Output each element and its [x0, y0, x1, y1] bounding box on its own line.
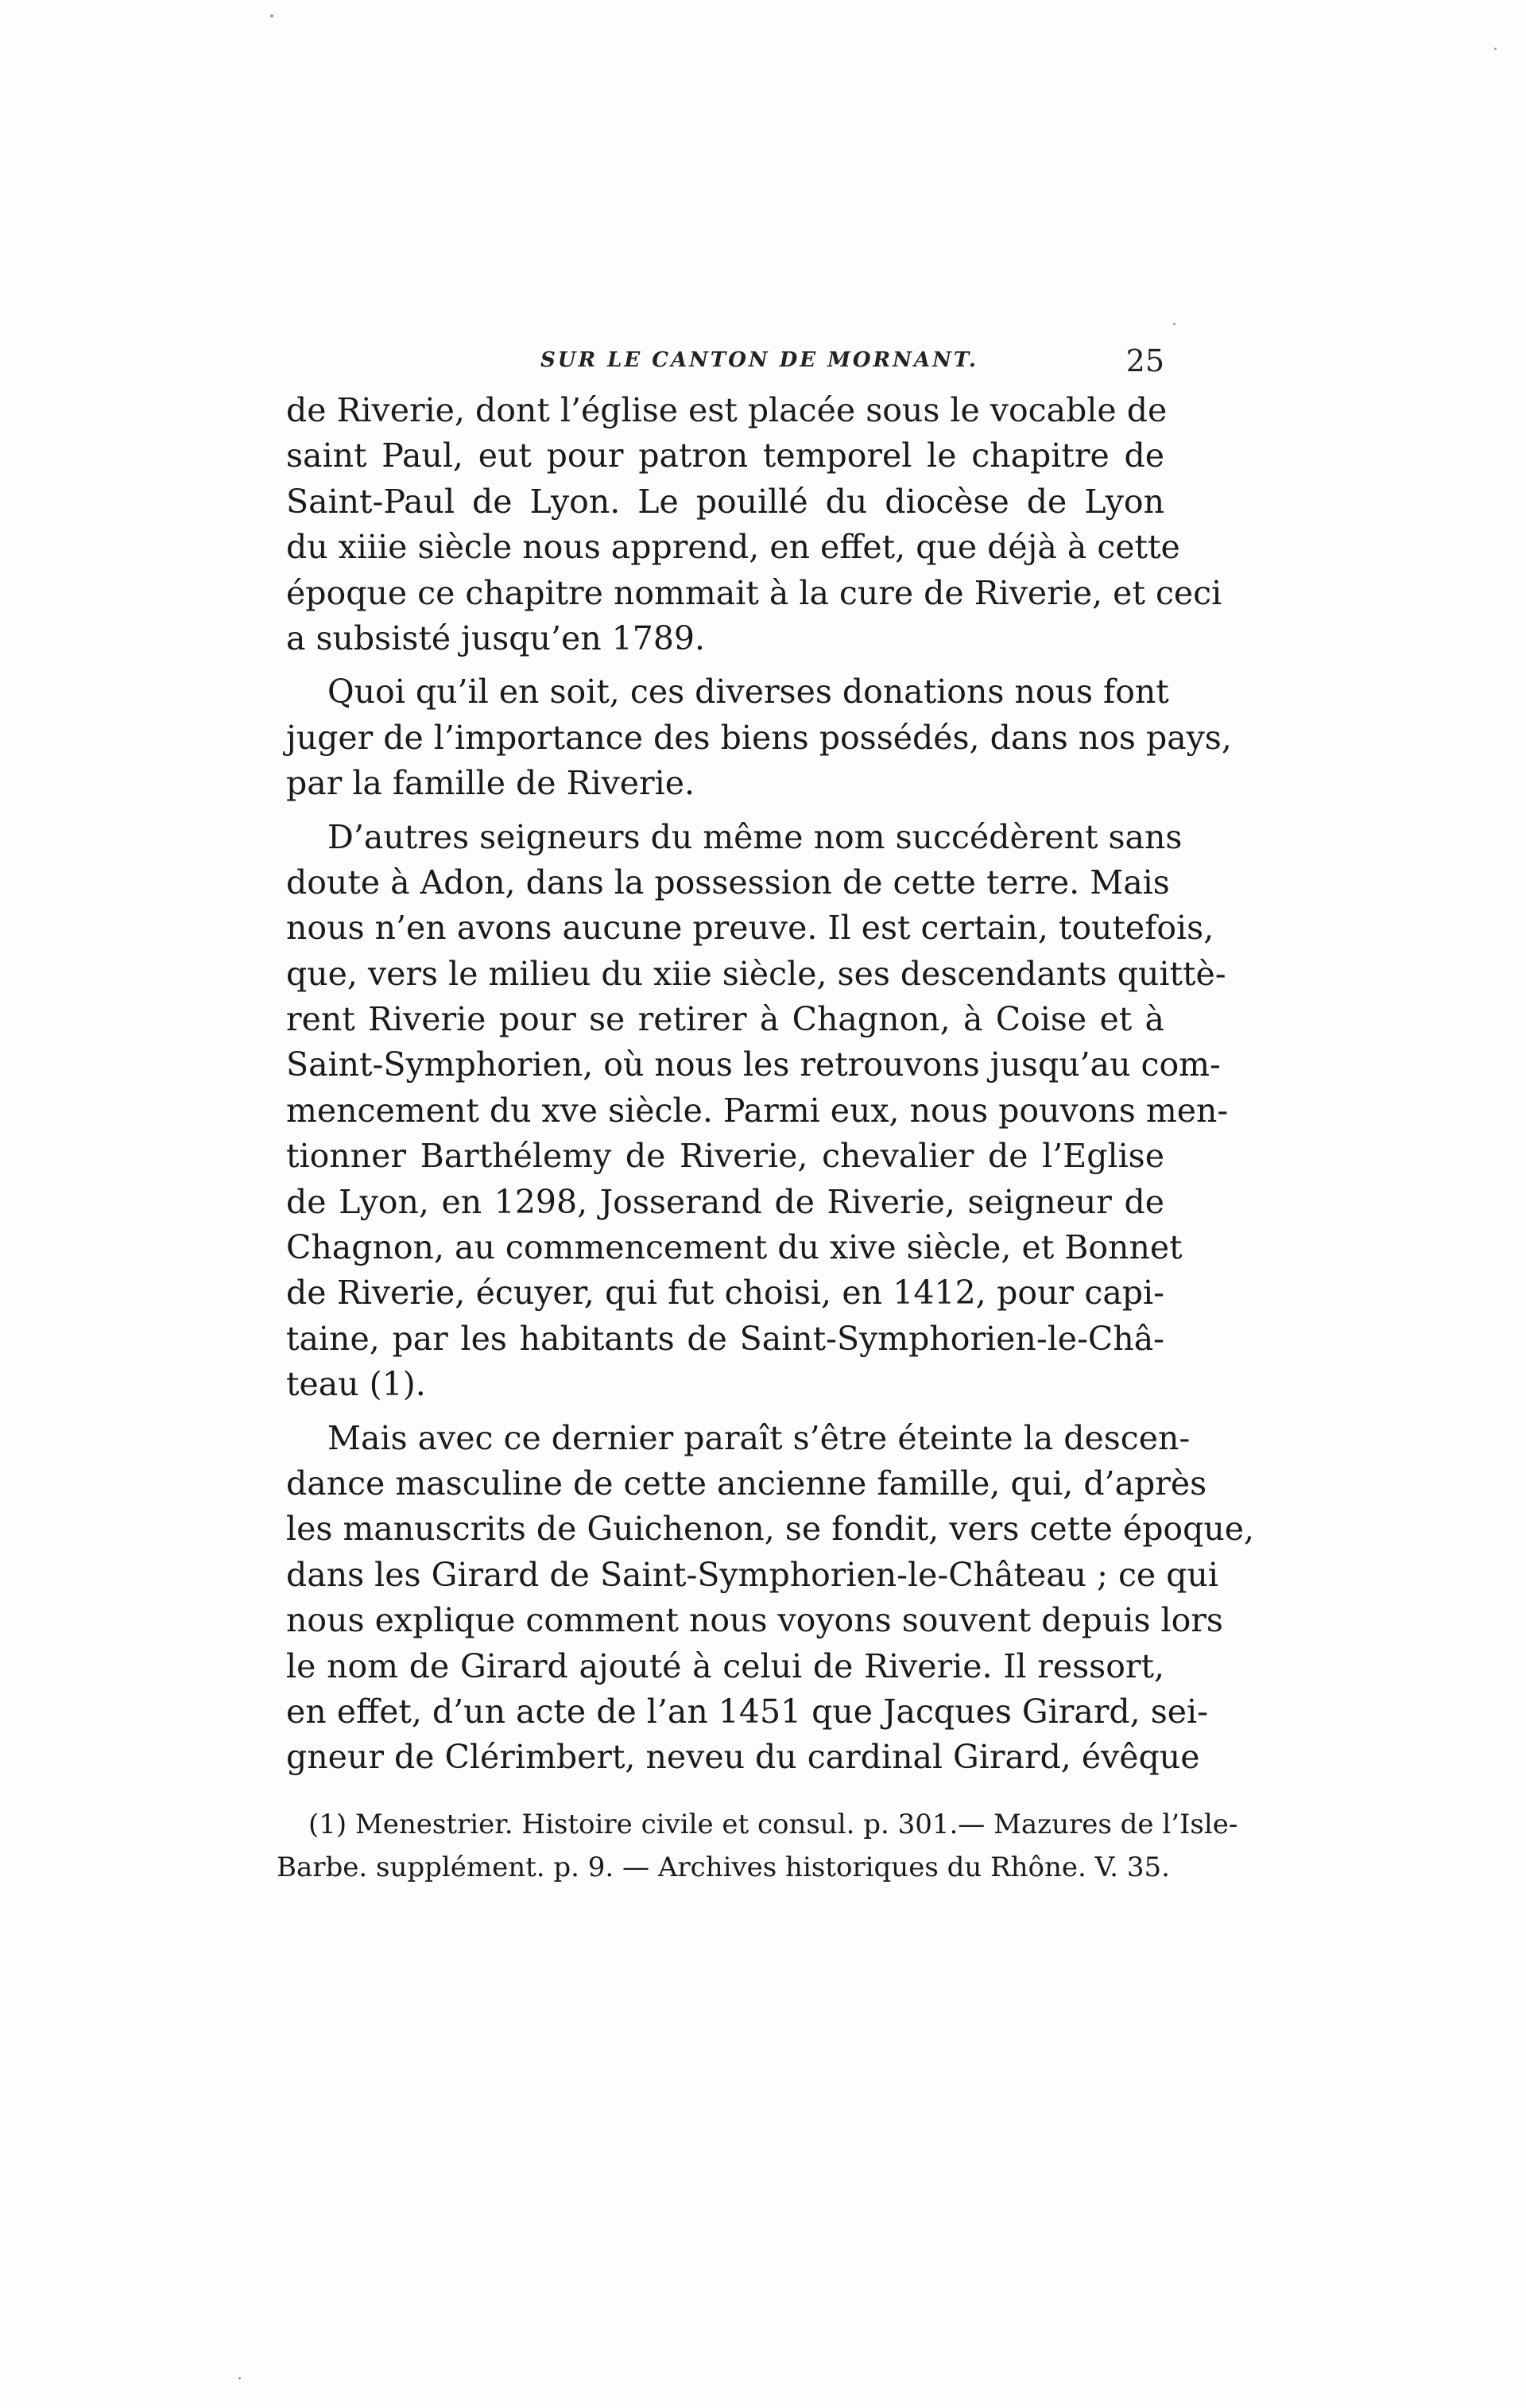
page-header	[540, 343, 1164, 383]
text-line: tionner Barthélemy de Riverie, chevalier de l’Eglise	[286, 1137, 1164, 1176]
paragraph-3	[286, 815, 1229, 1408]
text-line: gneur de Clérimbert, neveu du cardinal Girard, évêque	[286, 1738, 1200, 1777]
text-line: Chagnon, au commencement du xive siècle, et Bonnet	[286, 1228, 1183, 1267]
text-line: D’autres seigneurs du même nom succédèrent sans	[327, 817, 1183, 856]
text-line: que, vers le milieu du xiie siècle, ses descendants quittè-	[286, 954, 1226, 993]
text-line: les manuscrits de Guichenon, se fondit, vers cette époque,	[286, 1510, 1255, 1549]
paragraph-4	[286, 1416, 1255, 1781]
text-line: de Lyon, en 1298, Josserand de Riverie, seigneur de	[286, 1182, 1164, 1221]
text-line: saint Paul, eut pour patron temporel le chapitre de	[286, 436, 1164, 475]
text-line: Quoi qu’il en soit, ces diverses donations nous font	[327, 673, 1169, 712]
text-line: rent Riverie pour se retirer à Chagnon, à Coise et à	[286, 1000, 1164, 1039]
text-line: Mais avec ce dernier paraît s’être éteinte la descen-	[327, 1418, 1191, 1457]
scan-speck	[1494, 48, 1497, 50]
paragraph-1	[286, 388, 1222, 661]
footnote-line: (1) Menestrier. Histoire civile et consul. p. 301.— Mazures de l’Isle-	[308, 1809, 1238, 1840]
scan-speck	[1173, 323, 1175, 325]
body-text	[286, 388, 1255, 1781]
footnote-line: Barbe. supplément. p. 9. — Archives historiques du Rhône. V. 35.	[277, 1852, 1170, 1883]
text-line: du xiiie siècle nous apprend, en effet, que déjà à cette	[286, 528, 1180, 567]
page-number: 25	[1125, 343, 1164, 378]
text-line: dans les Girard de Saint-Symphorien-le-Château ; ce qui	[286, 1555, 1218, 1594]
text-line: par la famille de Riverie.	[286, 764, 695, 803]
text-line: dance masculine de cette ancienne famille, qui, d’après	[286, 1464, 1207, 1503]
text-line: en effet, d’un acte de l’an 1451 que Jacques Girard, sei-	[286, 1692, 1209, 1731]
text-line: doute à Adon, dans la possession de cette terre. Mais	[286, 863, 1170, 902]
text-line: Saint-Symphorien, où nous les retrouvons jusqu’au com-	[286, 1045, 1221, 1084]
text-line: Saint-Paul de Lyon. Le pouillé du diocèse de Lyon	[286, 482, 1164, 521]
text-line: taine, par les habitants de Saint-Symphorien-le-Châ-	[286, 1319, 1164, 1358]
running-head: SUR LE CANTON DE MORNANT.	[540, 348, 978, 372]
text-line: le nom de Girard ajouté à celui de Riverie. Il ressort,	[286, 1646, 1164, 1685]
text-line: mencement du xve siècle. Parmi eux, nous pouvons men-	[286, 1091, 1229, 1130]
text-line: nous n’en avons aucune preuve. Il est certain, toutefois,	[286, 909, 1214, 948]
paragraph-2	[286, 669, 1232, 806]
text-line: de Riverie, écuyer, qui fut choisi, en 1412, pour capi-	[286, 1274, 1164, 1313]
scan-speck	[238, 2377, 241, 2379]
text-line: de Riverie, dont l’église est placée sous le vocable de	[286, 391, 1168, 429]
text-line: nous explique comment nous voyons souvent depuis lors	[286, 1601, 1223, 1640]
text-line: juger de l’importance des biens possédés, dans nos pays,	[286, 718, 1232, 757]
scan-speck	[270, 14, 273, 17]
text-line: époque ce chapitre nommait à la cure de Riverie, et ceci	[286, 573, 1222, 612]
footnote	[277, 1803, 1238, 1889]
text-line: teau (1).	[286, 1365, 426, 1404]
text-line: a subsisté jusqu’en 1789.	[286, 618, 706, 657]
